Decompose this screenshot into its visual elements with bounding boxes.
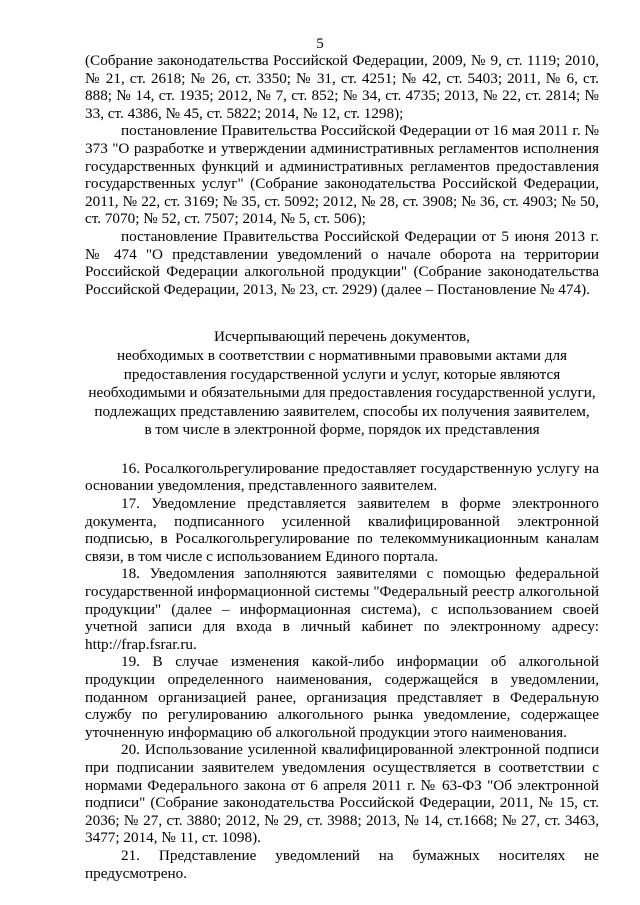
heading-line: предоставления государственной услуги и услуг, которые являются xyxy=(123,365,561,383)
section-heading xyxy=(85,328,599,440)
paragraph-18: 18. Уведомления заполняются заявителями с помощью федеральной государственной информационной системы "Федеральный реестр алкогольной продукции" (далее – информационная система), с использованием своей учетной записи для входа в личный кабинет по электронному адресу: http://frap.fsrar.ru. xyxy=(85,565,599,653)
paragraph-20: 20. Использование усиленной квалифицированной электронной подписи при подписании заявителем уведомления осуществляется в соответствии с нормами Федерального закона от 6 апреля 2011 г. № 63-ФЗ "Об электронной подписи" (Собрание законодательства Российской Федерации, 2011, № 15, ст. 2036; № 27, ст. 3880; 2012, № 29, ст. 3988; 2013, № 14, ст.1668; № 27, ст. 3463, 3477; 2014, № 11, ст. 1098). xyxy=(85,741,599,847)
page-number: 5 xyxy=(316,36,324,52)
paragraph-16: 16. Росалкогольрегулирование предоставляет государственную услугу на основании уведомления, представленного заявителем. xyxy=(85,459,599,495)
paragraph: постановление Правительства Российской Федерации от 16 мая 2011 г. № 373 "О разработке и утверждении административных регламентов исполнения государственных функций и административных регламентов предоставления государственных услуг" (Собрание законодательства Российской Федерации, 2011, № 22, ст. 3169; № 35, ст. 5092; 2012, № 28, ст. 3908; № 36, ст. 4903; № 50, ст. 7070; № 52, ст. 7507; 2014, № 5, ст. 506); xyxy=(85,122,599,228)
paragraph: постановление Правительства Российской Федерации от 5 июня 2013 г. № 474 "О представлении уведомлений о начале оборота на территории Российской Федерации алкогольной продукции" (Собрание законодательства Российской Федерации, 2013, № 23, ст. 2929) (далее – Постановление № 474). xyxy=(85,227,599,298)
paragraph-17: 17. Уведомление представляется заявителем в форме электронного документа, подписанного усиленной квалифицированной электронной подписью, в Росалкогольрегулирование по телекоммуникационным каналам связи, в том числе с использованием Единого портала. xyxy=(85,495,599,565)
heading-line: подлежащих представлению заявителем, способы их получения заявителем, xyxy=(94,402,590,420)
paragraph-21: 21. Представление уведомлений на бумажных носителях не предусмотрено. xyxy=(85,846,599,882)
heading-line: в том числе в электронной форме, порядок их представления xyxy=(144,421,540,439)
heading-line: Исчерпывающий перечень документов, xyxy=(214,328,470,346)
document-body xyxy=(85,52,599,882)
paragraph: (Собрание законодательства Российской Федерации, 2009, № 9, ст. 1119; 2010, № 21, ст. 2618; № 26, ст. 3350; № 31, ст. 4251; № 42, ст. 5403; 2011, № 6, ст. 888; № 14, ст. 1935; 2012, № 7, ст. 852; № 34, ст. 4735; 2013, № 22, ст. 2814; № 33, ст. 4386, № 45, ст. 5822; 2014, № 12, ст. 1298); xyxy=(85,52,599,122)
heading-line: необходимыми и обязательными для предоставления государственной услуги, xyxy=(88,384,596,402)
heading-line: необходимых в соответствии с нормативными правовыми актами для xyxy=(116,346,568,364)
paragraph-19: 19. В случае изменения какой-либо информации об алкогольной продукции определенного наименования, содержащейся в уведомлении, поданном организацией ранее, организация представляет в Федеральную службу по регулированию алкогольного рынка уведомление, содержащее уточненную информацию об алкогольной продукции этого наименования. xyxy=(85,653,599,741)
